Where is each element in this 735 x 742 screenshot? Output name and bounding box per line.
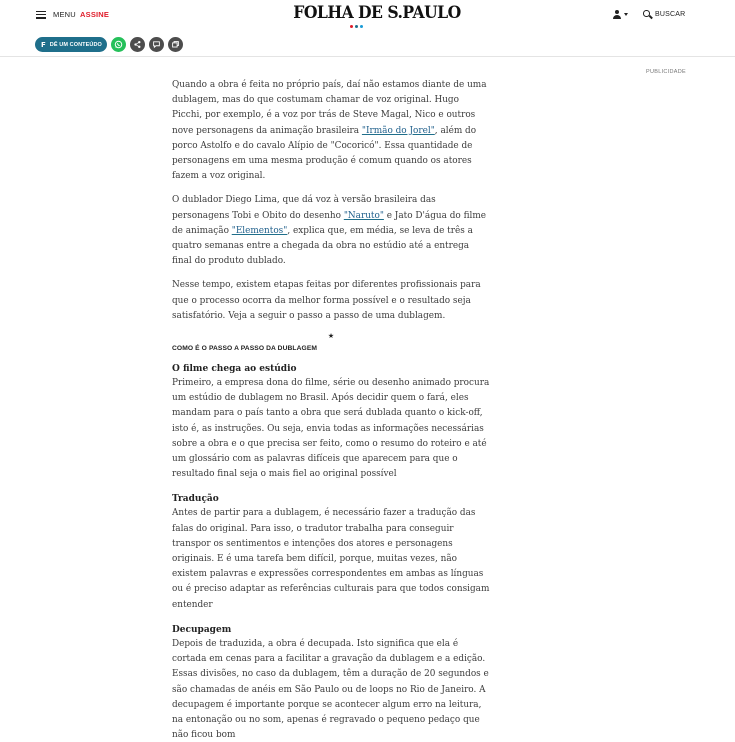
- article-body: [172, 78, 490, 742]
- section-heading: COMO É O PASSO A PASSO DA DUBLAGEM: [172, 345, 318, 353]
- step-block: [172, 362, 490, 482]
- article-paragraph: Nesse tempo, existem etapas feitas por diferentes profissionais para que o processo ocorra da melhor forma possível e o resultado seja satisfatório. Veja a seguir o passo a passo de uma dublagem.: [172, 280, 481, 321]
- paragraph-text: Quando a obra é feita no próprio país, daí não estamos diante de uma dublagem, mas do que costumam chamar de voz original. Hugo Picchi, por exemplo, é a voz por trás de Steve Magal, Nico e outros nove personagens da animação brasileira: [172, 80, 487, 136]
- logo-dot: [360, 25, 363, 28]
- hamburger-icon: [36, 11, 46, 19]
- paragraph-text: O dublador Diego Lima, que dá voz à versão brasileira das personagens Tobi e Obito do desenho: [172, 195, 436, 221]
- user-icon: [612, 10, 621, 19]
- user-menu-button[interactable]: [612, 10, 628, 19]
- step-title: O filme chega ao estúdio: [172, 364, 297, 375]
- article-paragraph: [172, 78, 490, 184]
- gift-content-label: DÊ UM CONTEÚDO: [49, 41, 102, 48]
- logo-dot: [350, 25, 353, 28]
- logo-text: FOLHA DE S.PAULO: [293, 3, 461, 23]
- site-header: [0, 0, 735, 30]
- share-icon: [133, 40, 142, 49]
- step-text: Depois de traduzida, a obra é decupada. Isto significa que ela é cortada em cenas para a facilitar a gravação da dublagem e a edição. Essas divisões, no caso da dublagem, têm a duração de 20 segundos e são chamadas de anéis em São Paulo ou de loops no Rio de Janeiro. A decupagem é importante porque se acontecer algum erro na leitura, na entonação ou no som, apenas é regravado o pequeno pedaço que não ficou bom: [172, 638, 489, 741]
- step-title: Decupagem: [172, 624, 232, 635]
- paragraph-text: e Jato D'água do filme de animação: [172, 210, 487, 236]
- step-text: Primeiro, a empresa dona do filme, série ou desenho animado procura um estúdio de dublagem no Brasil. Após decidir quem o fará, eles mandam para o país tanto a obra que será dublada quanto o kick-off, isto é, as instruções. Ou seja, envia todas as informações necessárias sobre a obra e o que precisa ser feito, como o resumo do roteiro e até um glossário com as palavras difíceis que aparecem para que o resultado final seja o mais fiel ao original possível: [172, 378, 490, 480]
- step-text: Antes de partir para a dublagem, é necessário fazer a tradução das falas do original. Para isso, o tradutor trabalha para conseguir transpor os sentimentos e intenções dos atores e personagens originais. E é uma tarefa bem difícil, porque, muitas vezes, não existem palavras e expressões correspondentes em ambas as línguas ou é preciso adaptar as referências culturais para que todos consigam entender: [172, 508, 490, 610]
- step-title: Tradução: [172, 494, 219, 505]
- comments-button[interactable]: [149, 37, 164, 52]
- search-icon: [643, 10, 652, 19]
- step-block: [172, 623, 490, 742]
- menu-label: MENU: [53, 10, 76, 19]
- folha-gift-icon: F: [41, 40, 46, 49]
- whatsapp-icon: [114, 40, 123, 49]
- comment-icon: [152, 40, 161, 49]
- whatsapp-share-button[interactable]: [111, 37, 126, 52]
- paragraph-text: , explica que, em média, se leva de três a quatro semanas entre a chegada da obra no estúdio até a entrega final do produto dublado.: [172, 225, 473, 267]
- subscribe-link[interactable]: ASSINE: [80, 10, 110, 19]
- search-button[interactable]: [643, 10, 685, 19]
- link-elementos[interactable]: "Elementos": [231, 225, 288, 236]
- share-toolbar: [0, 32, 735, 57]
- article-paragraph: [172, 193, 490, 269]
- logo-dots: [350, 25, 363, 28]
- link-irmao-do-jorel[interactable]: "Irmão do Jorel": [361, 125, 435, 136]
- star-separator: ★: [327, 332, 335, 341]
- link-naruto[interactable]: "Naruto": [343, 210, 384, 221]
- logo-dot: [355, 25, 358, 28]
- search-label: BUSCAR: [655, 11, 686, 18]
- chevron-down-icon: [624, 13, 628, 16]
- paragraph-text: , além do porco Astolfo e do cavalo Alípio de "Cocoricó". Essa quantidade de personagens em uma mesma produção é comum quando os atores fazem a voz original.: [172, 125, 477, 182]
- copy-icon: [171, 40, 180, 49]
- menu-button[interactable]: [36, 10, 76, 19]
- copy-link-button[interactable]: [168, 37, 183, 52]
- site-logo[interactable]: [286, 3, 461, 23]
- gift-content-button[interactable]: [35, 37, 107, 52]
- share-button[interactable]: [130, 37, 145, 52]
- step-block: [172, 492, 490, 612]
- ad-label: PUBLICIDADE: [646, 69, 686, 75]
